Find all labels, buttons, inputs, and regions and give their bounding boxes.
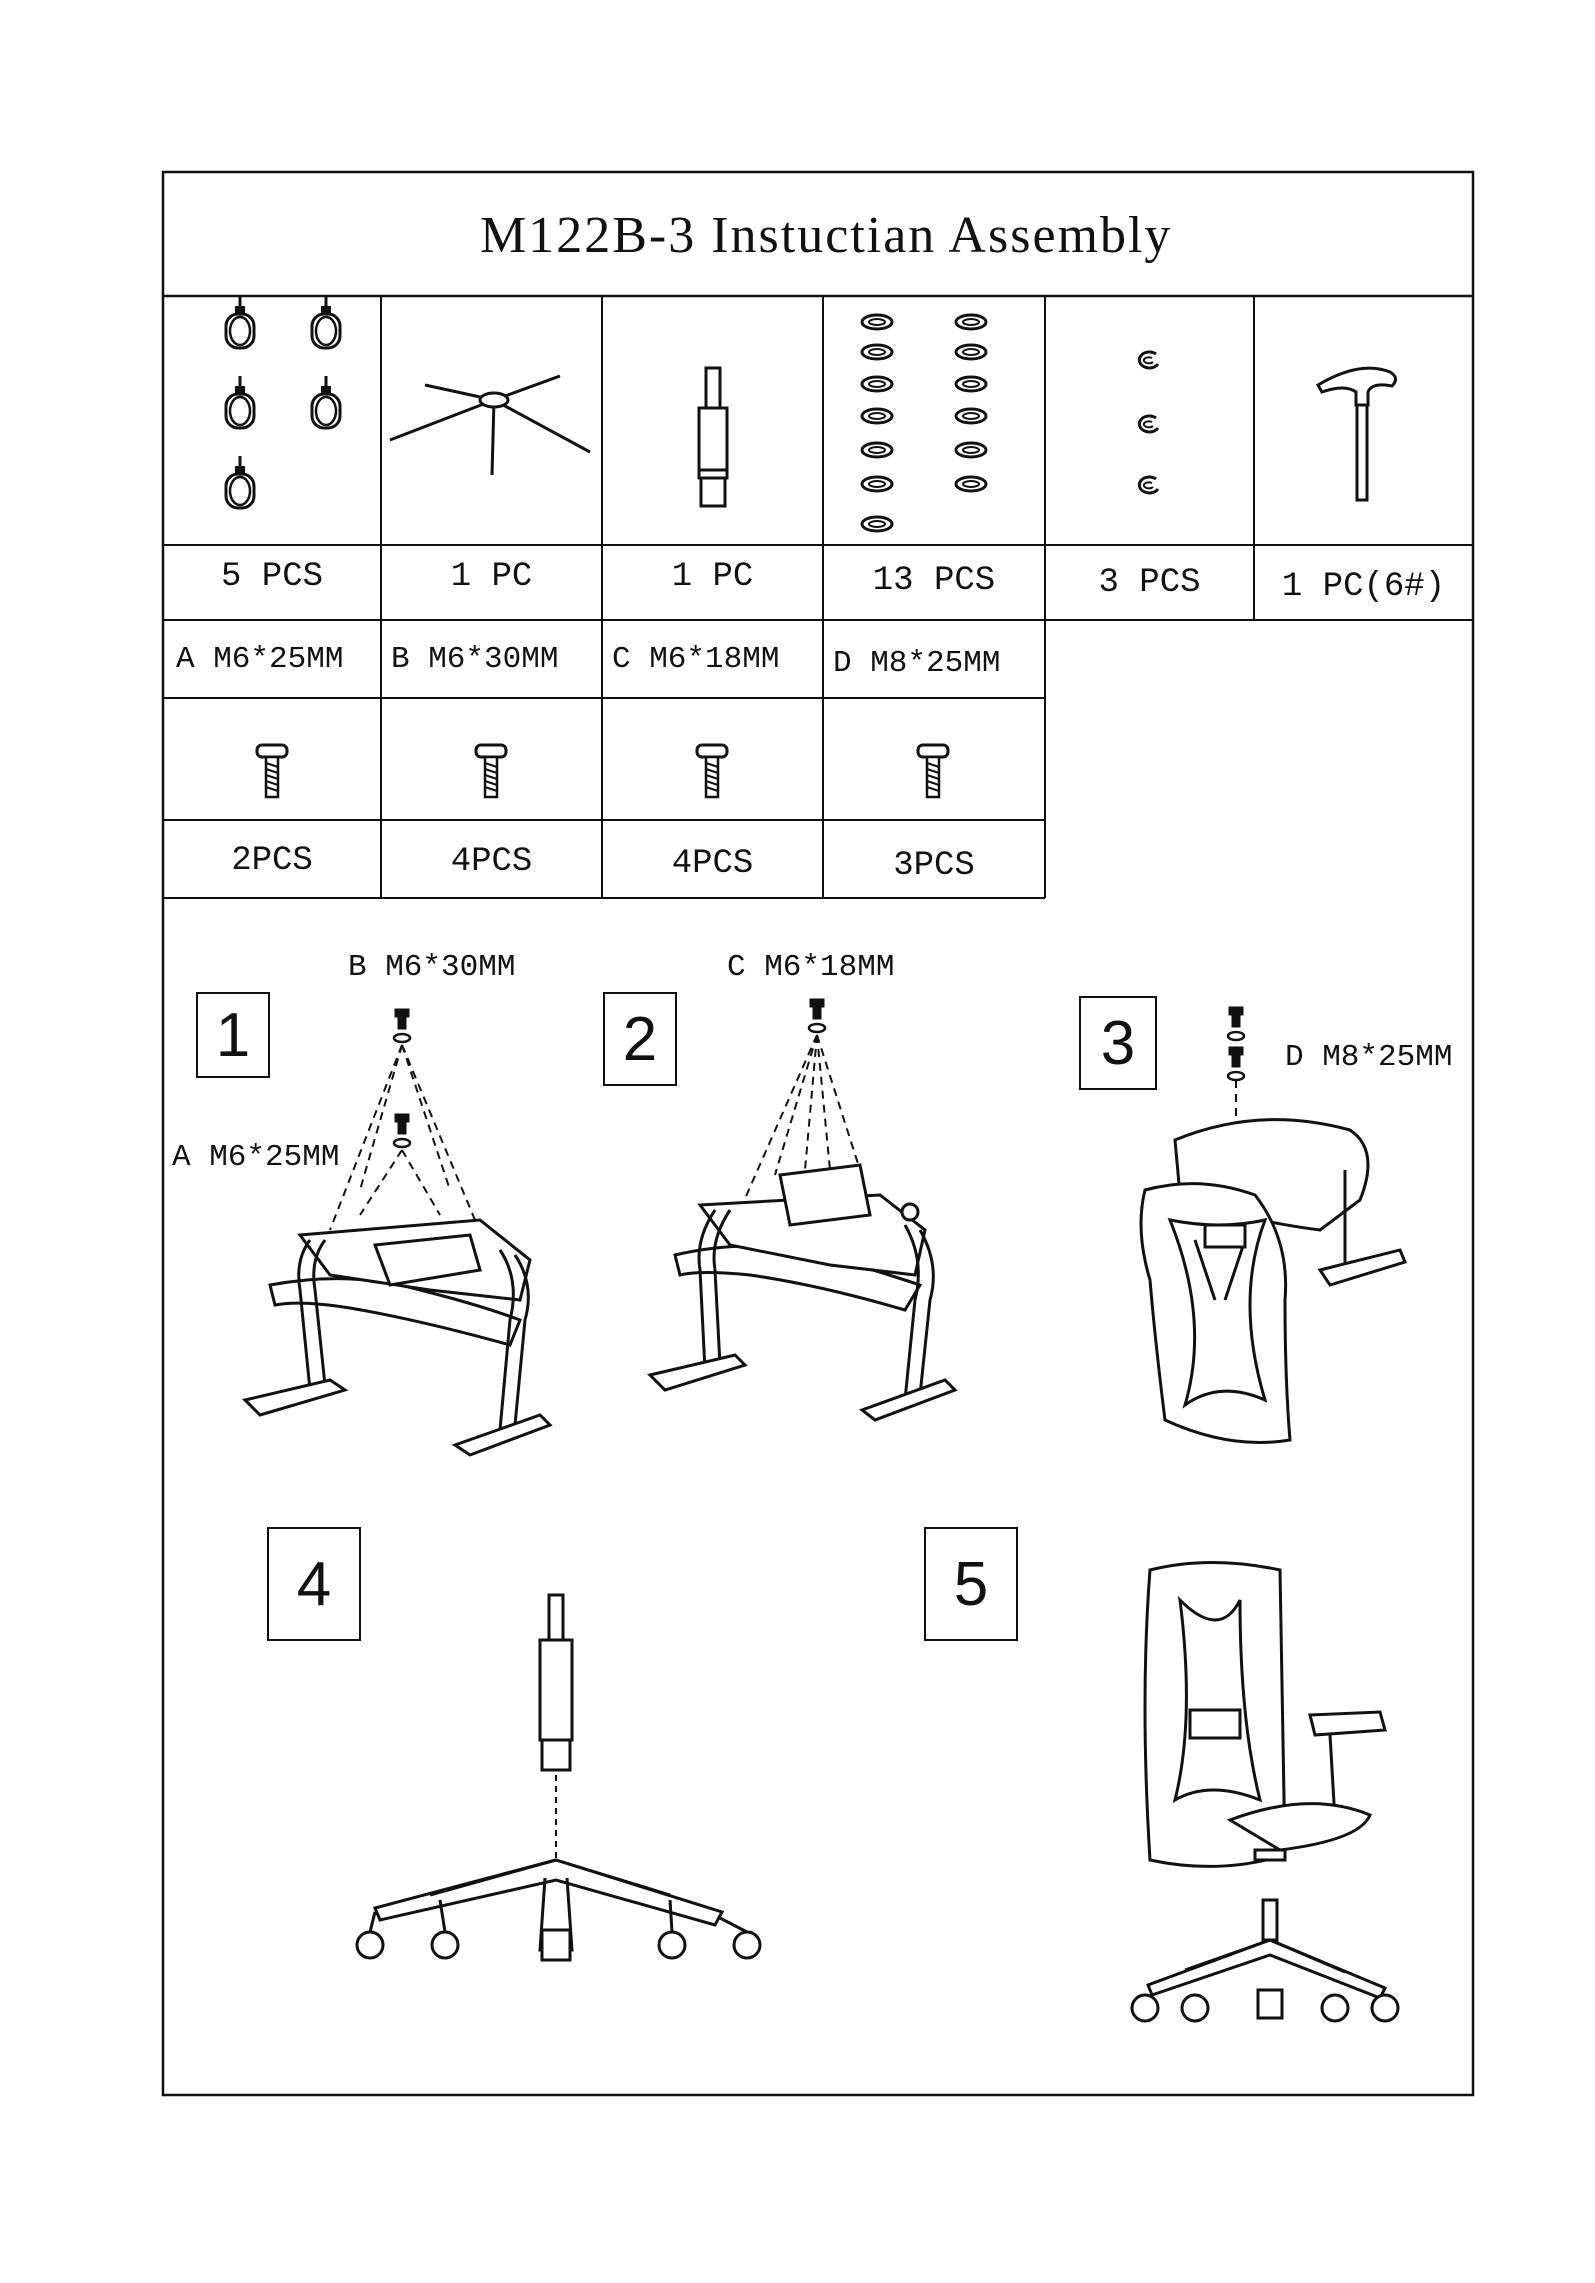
document-title: M122B-3 Instuctian Assembly (480, 207, 1173, 264)
gas-lift-icon (699, 368, 727, 506)
screw-qty-c: 4PCS (671, 845, 754, 883)
step1-label-a: A M6*25MM (172, 1140, 340, 1175)
spring-washer-icon (1139, 352, 1158, 493)
allen-key-icon (1318, 368, 1396, 500)
step-number-3: 3 (1079, 996, 1157, 1090)
screw-spec-a: A M6*25MM (176, 642, 344, 677)
star-base-icon (390, 376, 590, 475)
screw-spec-b: B M6*30MM (391, 642, 559, 677)
screw-spec-d: D M8*25MM (833, 646, 1001, 681)
step-number-2: 2 (603, 992, 677, 1086)
step2-label-c: C M6*18MM (727, 950, 895, 985)
step1-label-b: B M6*30MM (348, 950, 516, 985)
step-number-4: 4 (267, 1527, 361, 1641)
part-qty-base: 1 PC (450, 558, 533, 596)
step-number-1: 1 (196, 992, 270, 1078)
part-qty-allen-key: 1 PC(6#) (1281, 568, 1446, 606)
step2-illustration (650, 1000, 955, 1420)
part-qty-washers: 13 PCS (872, 562, 996, 600)
step4-illustration (357, 1595, 760, 1960)
part-qty-spring-washers: 3 PCS (1098, 564, 1201, 602)
screw-spec-c: C M6*18MM (612, 642, 780, 677)
screw-qty-a: 2PCS (231, 842, 313, 880)
screw-qty-b: 4PCS (450, 843, 533, 881)
part-qty-gas-lift: 1 PC (671, 558, 754, 596)
step1-illustration (245, 1010, 550, 1455)
caster-icon (226, 296, 340, 508)
screw-qty-d: 3PCS (893, 847, 975, 885)
step3-label-d: D M8*25MM (1285, 1040, 1453, 1075)
part-qty-casters: 5 PCS (220, 558, 324, 596)
step-number-5: 5 (924, 1527, 1018, 1641)
washer-icon (862, 315, 986, 531)
step5-illustration (1132, 1563, 1398, 2022)
